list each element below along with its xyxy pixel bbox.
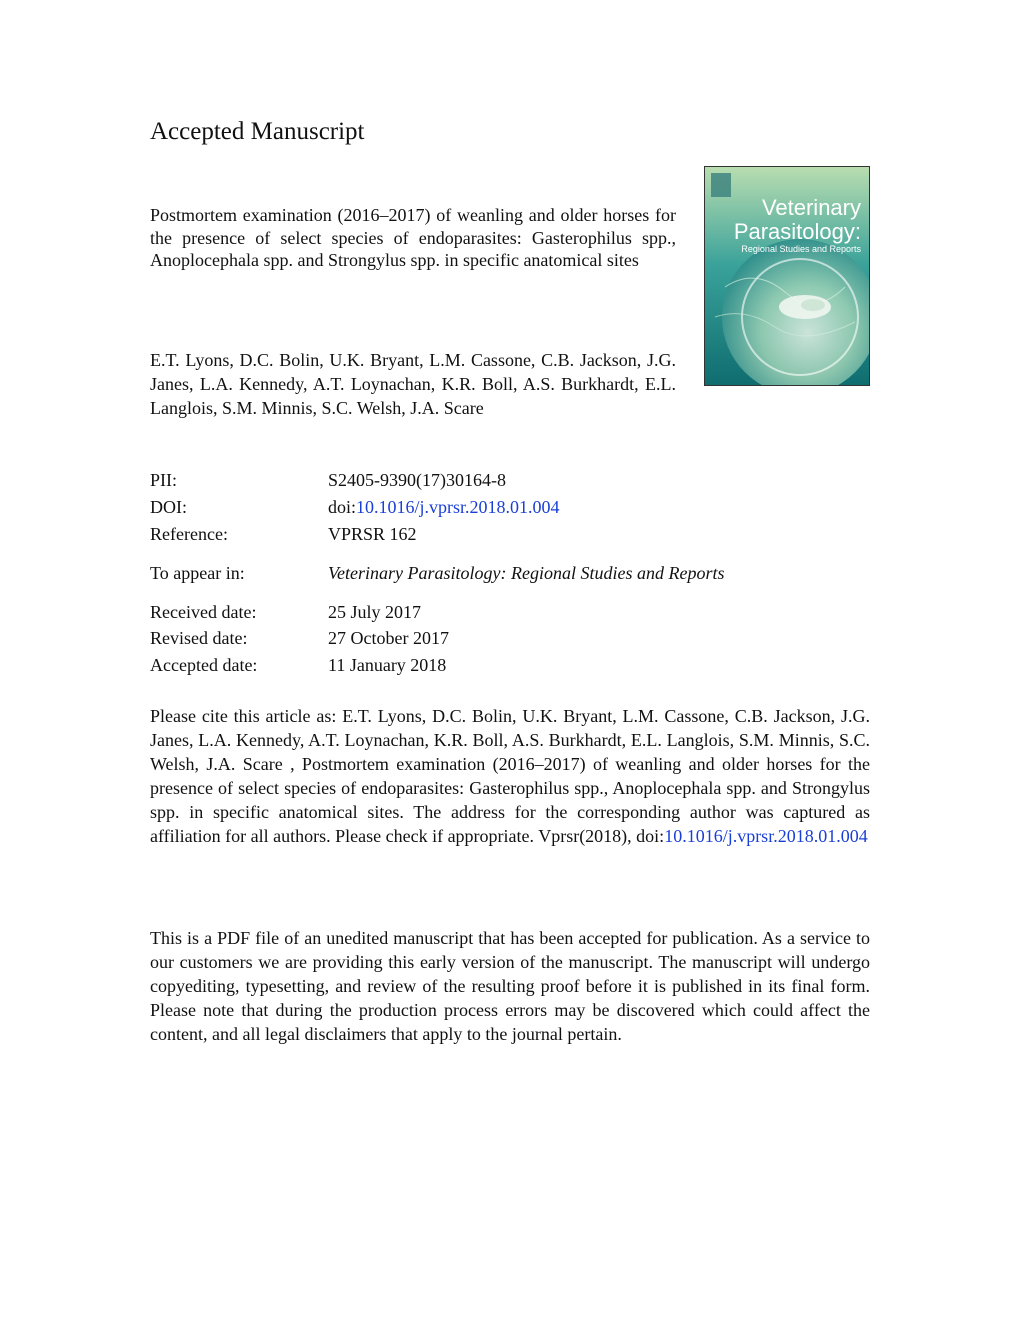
- meta-reference: [150, 522, 417, 546]
- cover-journal-line2: Parasitology:: [733, 219, 861, 244]
- meta-revised: [150, 626, 449, 650]
- cover-journal-line1: Veterinary: [761, 195, 861, 220]
- citation-text: Please cite this article as: E.T. Lyons, D.C. Bolin, U.K. Bryant, L.M. Cassone, C.B. Jackson, J.G. Janes, L.A. Kennedy, A.T. Loynachan, K.R. Boll, A.S. Burkhardt, E.L. Langlois, S.M. Minnis, S.C. Welsh, J.A. Scare , Postmortem examination (2016–2017) of weanling and older horses for the presence of select species of endoparasites: Gasterophilus spp., Anoplocephala spp. and Strongylus spp. in specific anatomical sites. The address for the corresponding author was captured as affiliation for all authors. Please check if appropriate. Vprsr(2018), doi:: [150, 706, 870, 846]
- pii-label: PII:: [150, 470, 177, 490]
- meta-pii: [150, 468, 506, 492]
- doi-link[interactable]: 10.1016/j.vprsr.2018.01.004: [356, 497, 560, 517]
- elsevier-logo-icon: [711, 173, 731, 197]
- received-label: Received date:: [150, 602, 257, 622]
- reference-label: Reference:: [150, 524, 228, 544]
- revised-value: 27 October 2017: [328, 628, 449, 648]
- meta-appear-in: [150, 561, 724, 585]
- received-value: 25 July 2017: [328, 602, 422, 622]
- journal-cover: [704, 166, 870, 386]
- citation-doi-link[interactable]: 10.1016/j.vprsr.2018.01.004: [664, 826, 868, 846]
- meta-doi: [150, 495, 560, 519]
- doi-prefix: doi:: [328, 497, 357, 517]
- disclaimer-paragraph: This is a PDF file of an unedited manuscript that has been accepted for publication. As a service to our customers we are providing this early version of the manuscript. The manuscript will undergo copyediting, typesetting, and review of the resulting proof before it is published in its final form. Please note that during the production process errors may be discovered which could affect the content, and all legal disclaimers that apply to the journal pertain.: [150, 928, 870, 1044]
- accepted-label: Accepted date:: [150, 655, 258, 675]
- article-authors: E.T. Lyons, D.C. Bolin, U.K. Bryant, L.M. Cassone, C.B. Jackson, J.G. Janes, L.A. Kennedy, A.T. Loynachan, K.R. Boll, A.S. Burkhardt, E.L. Langlois, S.M. Minnis, S.C. Welsh, J.A. Scare: [150, 350, 676, 418]
- citation-paragraph: [150, 704, 870, 848]
- accepted-value: 11 January 2018: [328, 655, 447, 675]
- pii-value: S2405-9390(17)30164-8: [328, 470, 506, 490]
- meta-received: [150, 600, 421, 624]
- appear-label: To appear in:: [150, 563, 245, 583]
- revised-label: Revised date:: [150, 628, 248, 648]
- page-title: Accepted Manuscript: [150, 118, 365, 145]
- doi-label: DOI:: [150, 497, 187, 517]
- journal-cover-art: [705, 167, 869, 385]
- article-title: Postmortem examination (2016–2017) of weanling and older horses for the presence of select species of endoparasites: Gasterophilus spp., Anoplocephala spp. and Strongylus spp. in specific anatomical sites: [150, 205, 676, 270]
- reference-value: VPRSR 162: [328, 524, 417, 544]
- cover-subtitle: Regional Studies and Reports: [741, 244, 861, 254]
- meta-accepted: [150, 653, 446, 677]
- appear-value: Veterinary Parasitology: Regional Studies and Reports: [328, 563, 725, 583]
